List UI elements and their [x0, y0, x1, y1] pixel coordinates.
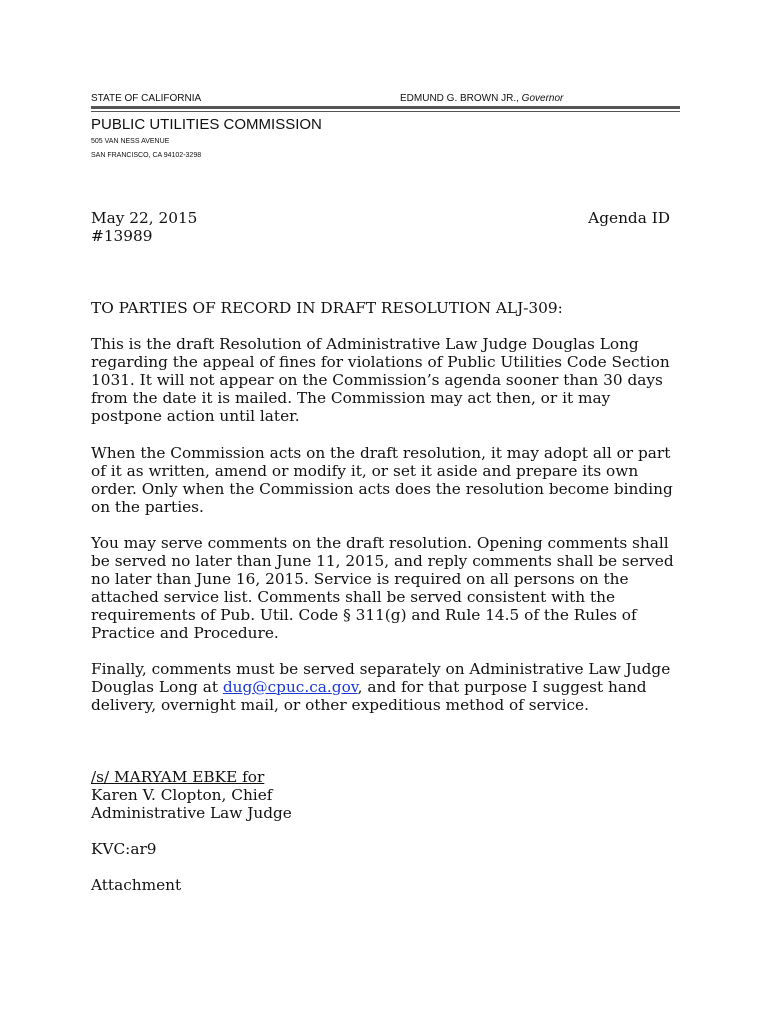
salutation: TO PARTIES OF RECORD IN DRAFT RESOLUTION ALJ-309: [91, 299, 563, 317]
commission-name: PUBLIC UTILITIES COMMISSION [91, 116, 322, 133]
paragraph-3: You may serve comments on the draft resolution. Opening comments shall be served no later than June 11, 2015, and reply comments shall be served no later than June 16, 2015. Service is required on all persons on the attached service list. Comments shall be served consistent with the requirements of Pub. Util. Code § 311(g) and Rule 14.5 of the Rules of Practice and Procedure. [91, 534, 674, 642]
governor-title: Governor [521, 93, 564, 104]
paragraph-1: This is the draft Resolution of Administrative Law Judge Douglas Long regarding the appeal of fines for violations of Public Utilities Code Section 1031. It will not appear on the Commission’s agenda sooner than 30 days from the date it is mailed. The Commission may act then, or it may postpone action until later. [91, 335, 670, 425]
signature-line: /s/ MARYAM EBKE for [91, 768, 265, 786]
governor-name: EDMUND G. BROWN JR., [400, 93, 519, 104]
agenda-id: #13989 [91, 227, 153, 245]
agenda-label: Agenda ID [588, 209, 670, 227]
address-line-1: 505 VAN NESS AVENUE [91, 138, 170, 145]
paragraph-4 [91, 660, 691, 714]
signer-name: Karen V. Clopton, Chief [91, 786, 273, 804]
state-header: STATE OF CALIFORNIA [91, 93, 202, 104]
header-rule-thin [91, 111, 680, 112]
attachment-note: Attachment [91, 876, 182, 894]
paragraph-2: When the Commission acts on the draft resolution, it may adopt all or part of it as written, amend or modify it, or set it aside and prepare its own order. Only when the Commission acts does the resolution become binding on the parties. [91, 444, 673, 516]
email-link[interactable]: dug@cpuc.ca.gov [222, 678, 358, 696]
address-line-2: SAN FRANCISCO, CA 94102-3298 [91, 152, 202, 159]
paragraph-4-start: Finally, comments must be served separately on Administrative Law Judge Douglas Long at [91, 660, 671, 696]
paragraph-4-end: , and for that purpose I suggest hand delivery, overnight mail, or other expeditious method of service. [91, 678, 647, 714]
signer-title: Administrative Law Judge [91, 804, 292, 822]
governor-header [400, 93, 563, 104]
header-rule-thick [91, 106, 680, 109]
reference-initials: KVC:ar9 [91, 840, 157, 858]
letter-date: May 22, 2015 [91, 209, 198, 227]
